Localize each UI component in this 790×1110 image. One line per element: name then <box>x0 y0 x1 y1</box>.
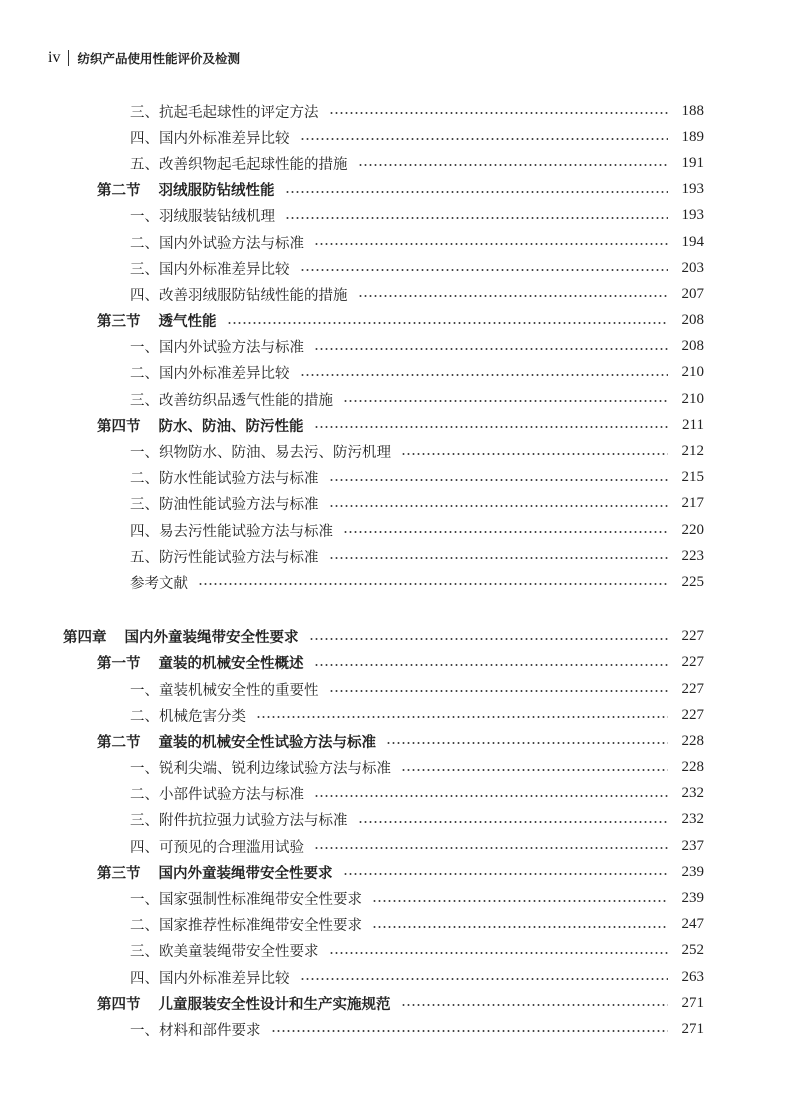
dot-leader <box>358 294 669 298</box>
dot-leader <box>358 163 669 167</box>
toc-title: 参考文献 <box>130 575 188 592</box>
toc-title: 一、国家强制性标准绳带安全性要求 <box>130 892 362 909</box>
toc-title: 国内外童装绳带安全性要求 <box>124 630 299 647</box>
toc-section[interactable] <box>0 728 790 754</box>
toc-chapter[interactable] <box>0 624 790 650</box>
toc-title: 二、小部件试验方法与标准 <box>130 787 304 804</box>
dot-leader <box>401 452 668 456</box>
toc-title: 四、国内外标准差异比较 <box>130 970 290 987</box>
dot-leader <box>372 925 668 929</box>
toc-title: 一、国内外试验方法与标准 <box>130 340 304 357</box>
toc-page-number: 228 <box>681 759 704 776</box>
toc-title: 一、锐利尖端、锐利边缘试验方法与标准 <box>130 761 391 778</box>
toc-item[interactable] <box>0 360 790 386</box>
toc-item[interactable] <box>0 543 790 569</box>
dot-leader <box>329 951 669 955</box>
dot-leader <box>285 216 668 220</box>
toc-page-number: 193 <box>681 207 704 224</box>
toc-item[interactable] <box>0 255 790 281</box>
dot-leader <box>372 899 668 903</box>
dot-leader <box>386 741 668 745</box>
toc-title: 五、防污性能试验方法与标准 <box>130 549 319 566</box>
toc-title: 二、国内外标准差异比较 <box>130 366 290 383</box>
toc-page-number: 211 <box>682 416 704 433</box>
toc-section[interactable] <box>0 859 790 885</box>
toc-item[interactable] <box>0 386 790 412</box>
toc-page-number: 223 <box>681 547 704 564</box>
toc-item[interactable] <box>0 465 790 491</box>
toc-label: 第二节 <box>97 183 141 200</box>
toc-item[interactable] <box>0 281 790 307</box>
chapter-gap <box>0 596 790 624</box>
toc-title: 一、织物防水、防油、易去污、防污机理 <box>130 445 391 462</box>
dot-leader <box>314 663 669 667</box>
toc-item[interactable] <box>0 912 790 938</box>
toc-item[interactable] <box>0 1016 790 1042</box>
toc-page-number: 227 <box>681 654 704 671</box>
toc-title: 防水、防油、防污性能 <box>158 418 304 435</box>
toc-item[interactable] <box>0 124 790 150</box>
toc-title: 三、改善纺织品透气性能的措施 <box>130 392 333 409</box>
toc-page-number: 247 <box>681 916 704 933</box>
toc-title: 二、防水性能试验方法与标准 <box>130 471 319 488</box>
dot-leader <box>300 977 669 981</box>
dot-leader <box>285 190 669 194</box>
toc-page-number: 210 <box>681 364 704 381</box>
toc-label: 第三节 <box>97 314 141 331</box>
toc-page-number: 208 <box>681 312 704 329</box>
dot-leader <box>227 321 669 325</box>
toc-item[interactable] <box>0 807 790 833</box>
toc-item[interactable] <box>0 229 790 255</box>
toc-title: 二、国家推荐性标准绳带安全性要求 <box>130 918 362 935</box>
toc-item[interactable] <box>0 676 790 702</box>
toc-title: 童装的机械安全性概述 <box>158 656 304 673</box>
dot-leader <box>329 478 669 482</box>
toc-title: 三、附件抗拉强力试验方法与标准 <box>130 813 348 830</box>
dot-leader <box>343 399 668 403</box>
toc-title: 二、国内外试验方法与标准 <box>130 235 304 252</box>
dot-leader <box>300 137 669 141</box>
toc-item[interactable] <box>0 98 790 124</box>
toc-title: 五、改善织物起毛起球性能的措施 <box>130 156 348 173</box>
toc-page-number: 225 <box>681 573 704 590</box>
toc-title: 三、国内外标准差异比较 <box>130 261 290 278</box>
toc-title: 三、防油性能试验方法与标准 <box>130 497 319 514</box>
toc-item[interactable] <box>0 781 790 807</box>
toc-page-number: 194 <box>681 233 704 250</box>
toc-page-number: 193 <box>681 181 704 198</box>
dot-leader <box>314 347 668 351</box>
toc-page-number: 208 <box>681 338 704 355</box>
toc-page-number: 220 <box>681 521 704 538</box>
toc-page-number: 227 <box>681 680 704 697</box>
toc-label: 第二节 <box>97 734 141 751</box>
toc-section[interactable] <box>0 990 790 1016</box>
dot-leader <box>271 1029 669 1033</box>
toc-title: 四、改善羽绒服防钻绒性能的措施 <box>130 287 348 304</box>
toc-label: 第四节 <box>97 418 141 435</box>
dot-leader <box>314 794 668 798</box>
dot-leader <box>358 820 669 824</box>
toc-label: 第一节 <box>97 656 141 673</box>
toc-title: 国内外童装绳带安全性要求 <box>158 865 333 882</box>
book-title: 纺织产品使用性能评价及检测 <box>77 51 240 66</box>
dot-leader <box>314 242 668 246</box>
toc-page-number: 189 <box>681 128 704 145</box>
toc-page-number: 207 <box>681 285 704 302</box>
toc-section[interactable] <box>0 412 790 438</box>
toc-title: 三、欧美童装绳带安全性要求 <box>130 944 319 961</box>
dot-leader <box>329 504 669 508</box>
toc-page-number: 188 <box>681 102 704 119</box>
dot-leader <box>300 373 669 377</box>
page-number: iv <box>48 49 61 66</box>
toc-title: 四、易去污性能试验方法与标准 <box>130 523 333 540</box>
toc-page-number: 227 <box>681 628 704 645</box>
toc-title: 一、童装机械安全性的重要性 <box>130 682 319 699</box>
toc-page-number: 228 <box>681 732 704 749</box>
toc-page-number: 263 <box>681 968 704 985</box>
toc-page-number: 203 <box>681 259 704 276</box>
toc-title: 羽绒服防钻绒性能 <box>158 183 275 200</box>
toc-item[interactable] <box>0 702 790 728</box>
toc-page-number: 271 <box>681 1020 704 1037</box>
toc-page-number: 232 <box>681 785 704 802</box>
toc-label: 第四章 <box>63 630 107 647</box>
toc-part-1 <box>0 98 790 596</box>
dot-leader <box>329 111 669 115</box>
toc-title: 透气性能 <box>158 314 217 331</box>
dot-leader <box>300 268 669 272</box>
toc-title: 一、材料和部件要求 <box>130 1022 261 1039</box>
dot-leader <box>329 689 669 693</box>
toc-page-number: 271 <box>681 994 704 1011</box>
dot-leader <box>314 846 668 850</box>
dot-leader <box>343 530 668 534</box>
toc-title: 三、抗起毛起球性的评定方法 <box>130 104 319 121</box>
toc-item[interactable] <box>0 491 790 517</box>
dot-leader <box>256 715 668 719</box>
toc-page-number: 237 <box>681 837 704 854</box>
dot-leader <box>329 556 669 560</box>
toc-item[interactable] <box>0 833 790 859</box>
dot-leader <box>401 1003 669 1007</box>
dot-leader <box>401 768 668 772</box>
toc-page-number: 215 <box>681 469 704 486</box>
toc-title: 一、羽绒服装钻绒机理 <box>130 209 275 226</box>
toc-item[interactable] <box>0 569 790 595</box>
toc-page-number: 191 <box>681 154 704 171</box>
toc-label: 第三节 <box>97 865 141 882</box>
toc-title: 儿童服装安全性设计和生产实施规范 <box>158 996 391 1013</box>
toc-title: 二、机械危害分类 <box>130 708 246 725</box>
toc-section[interactable] <box>0 650 790 676</box>
toc-item[interactable] <box>0 438 790 464</box>
toc-part-2 <box>0 624 790 1043</box>
dot-leader <box>314 425 669 429</box>
toc-item[interactable] <box>0 964 790 990</box>
toc-page-number: 212 <box>681 443 704 460</box>
toc-page-number: 210 <box>681 390 704 407</box>
toc-title: 四、国内外标准差异比较 <box>130 130 290 147</box>
toc-item[interactable] <box>0 885 790 911</box>
dot-leader <box>343 872 669 876</box>
toc-page-number: 217 <box>681 495 704 512</box>
toc-label: 第四节 <box>97 996 141 1013</box>
toc-page-number: 252 <box>681 942 704 959</box>
dot-leader <box>198 582 668 586</box>
toc-item[interactable] <box>0 150 790 176</box>
toc-page-number: 227 <box>681 706 704 723</box>
toc-item[interactable] <box>0 755 790 781</box>
table-of-contents <box>0 98 790 1043</box>
toc-item[interactable] <box>0 517 790 543</box>
toc-item[interactable] <box>0 938 790 964</box>
toc-title: 四、可预见的合理滥用试验 <box>130 839 304 856</box>
toc-page-number: 239 <box>681 863 704 880</box>
toc-section[interactable] <box>0 308 790 334</box>
toc-item[interactable] <box>0 203 790 229</box>
toc-page-number: 239 <box>681 890 704 907</box>
toc-title: 童装的机械安全性试验方法与标准 <box>158 734 376 751</box>
header-divider <box>68 50 69 66</box>
toc-item[interactable] <box>0 334 790 360</box>
toc-section[interactable] <box>0 177 790 203</box>
running-header <box>48 49 240 67</box>
toc-page-number: 232 <box>681 811 704 828</box>
dot-leader <box>309 637 669 641</box>
